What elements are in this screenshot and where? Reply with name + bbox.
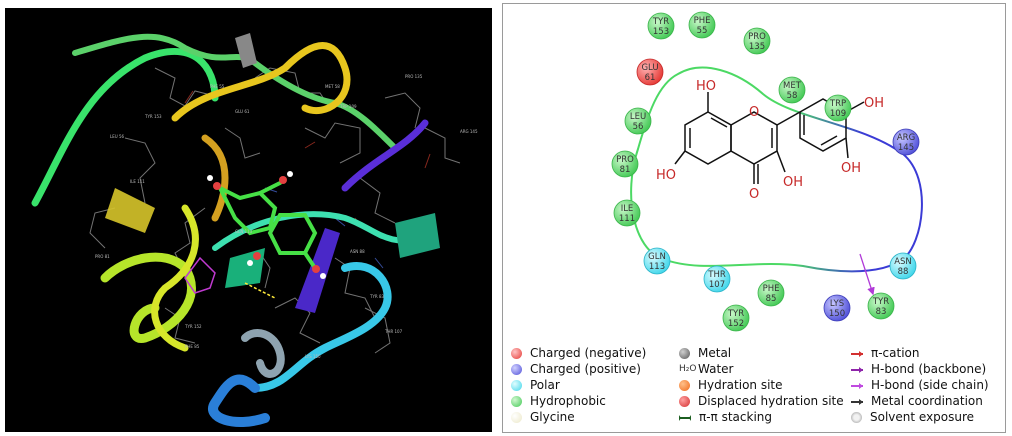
residue-phe85: [758, 280, 784, 306]
svg-text:LEU: LEU: [629, 112, 647, 122]
svg-text:135: 135: [748, 42, 766, 52]
sheet-grey: [235, 33, 257, 68]
hydration-site-icon: [679, 380, 690, 391]
atom-label-o-ring: O: [749, 105, 760, 120]
render-label: GLU 61: [235, 109, 250, 114]
legend-item-water: H₂O Water: [679, 362, 734, 376]
ribbon-grey: [245, 333, 281, 374]
residue-pro135: [744, 28, 770, 54]
residue-tyr153: [648, 13, 674, 39]
svg-text:PHE: PHE: [762, 284, 780, 294]
charged-positive-icon: [511, 364, 522, 375]
ligand-interaction-diagram: [502, 3, 1006, 433]
render-label: PHE 85: [185, 344, 200, 349]
legend: [511, 346, 1001, 430]
svg-text:LYS: LYS: [829, 299, 845, 309]
residue-met58: [779, 77, 805, 103]
protein-3d-render: [5, 8, 492, 432]
render-label: GLN 113: [235, 229, 253, 234]
legend-item-hbond-side: H-bond (side chain): [851, 378, 989, 392]
atom-label-oh-r2: OH: [841, 161, 862, 176]
svg-text:111: 111: [618, 214, 636, 224]
render-label: PRO 81: [95, 254, 110, 259]
atom-label-oh-top: HO: [696, 79, 717, 94]
svg-text:PHE: PHE: [693, 16, 711, 26]
atom-label-oh-3: OH: [783, 175, 804, 190]
svg-text:ARG: ARG: [896, 133, 916, 143]
solvent-exposure-icon: [851, 412, 862, 423]
ligand-3d: [220, 183, 315, 268]
render-label: TRP 109: [340, 104, 357, 109]
svg-text:150: 150: [828, 309, 846, 319]
svg-text:85: 85: [765, 294, 777, 304]
svg-text:153: 153: [652, 27, 670, 37]
svg-text:83: 83: [875, 307, 887, 317]
sheet-yellow: [105, 188, 155, 233]
residue-leu56: [625, 108, 651, 134]
legend-item-polar: Polar: [511, 378, 560, 392]
legend-item-hbond-backbone: H-bond (backbone): [851, 362, 986, 376]
render-label: PHE 55: [210, 84, 225, 89]
ribbon-lime: [105, 257, 191, 338]
residue-ile111: [614, 200, 640, 226]
metal-icon: [679, 348, 690, 359]
svg-text:PRO: PRO: [616, 155, 634, 165]
legend-item-pi-cation: π-cation: [851, 346, 920, 360]
legend-item-metal-coordination: Metal coordination: [851, 394, 983, 408]
svg-text:TYR: TYR: [652, 17, 670, 27]
metal-coordination-icon: [851, 396, 863, 407]
hbond-backbone-icon: [851, 364, 863, 375]
pi-cation-icon: [851, 348, 863, 359]
svg-text:GLN: GLN: [648, 252, 666, 262]
interaction-svg: [503, 4, 1006, 344]
render-label: ASN 88: [350, 249, 365, 254]
pi-pi-stacking-icon: [679, 412, 691, 423]
legend-item-glycine: Glycine: [511, 410, 575, 424]
charged-negative-icon: [511, 348, 522, 359]
atom-label-oh-r1: OH: [864, 96, 885, 111]
displaced-hydration-icon: [679, 396, 690, 407]
residue-phe55: [689, 12, 715, 38]
legend-item-hydration-site: Hydration site: [679, 378, 783, 392]
svg-text:61: 61: [644, 73, 656, 83]
residue-gln113: [644, 248, 670, 274]
polar-icon: [511, 380, 522, 391]
legend-item-displaced-hydration: Displaced hydration site: [679, 394, 844, 408]
svg-text:TYR: TYR: [727, 309, 745, 319]
render-label: TYR 83: [370, 294, 385, 299]
svg-text:113: 113: [648, 262, 666, 272]
svg-text:58: 58: [786, 91, 798, 101]
svg-text:152: 152: [727, 319, 745, 329]
ribbon-green-1: [35, 52, 215, 203]
render-label: LEU 56: [110, 134, 125, 139]
legend-item-solvent-exposure: Solvent exposure: [851, 410, 974, 424]
residue-arg145: [893, 129, 919, 155]
render-label: TYR 153: [145, 114, 162, 119]
render-label: LYS 150: [305, 354, 321, 359]
svg-text:MET: MET: [783, 81, 801, 91]
legend-item-pipi: π-π stacking: [679, 410, 772, 424]
svg-text:55: 55: [696, 26, 708, 36]
render-label: MET 58: [325, 84, 340, 89]
render-label: TYR 152: [185, 324, 202, 329]
residue-asn88: [890, 253, 916, 279]
svg-text:81: 81: [619, 165, 631, 175]
svg-text:TRP: TRP: [829, 99, 847, 109]
residue-tyr152: [723, 305, 749, 331]
hbond-side-chain-icon: [851, 380, 863, 391]
hbond-side-chain-arrow: [860, 254, 873, 294]
svg-text:ASN: ASN: [894, 257, 912, 267]
residue-tyr83: [868, 293, 894, 319]
residue-glu61: [637, 59, 663, 85]
legend-item-metal: Metal: [679, 346, 731, 360]
hydrophobic-icon: [511, 396, 522, 407]
atom-label-oh-left: HO: [656, 168, 677, 183]
svg-text:GLU: GLU: [641, 63, 659, 73]
svg-text:PRO: PRO: [748, 32, 766, 42]
svg-text:145: 145: [897, 143, 915, 153]
render-label: THR 107: [385, 329, 403, 334]
legend-item-positive: Charged (positive): [511, 362, 641, 376]
svg-text:56: 56: [632, 122, 644, 132]
svg-text:THR: THR: [708, 270, 726, 280]
legend-item-negative: Charged (negative): [511, 346, 646, 360]
svg-text:88: 88: [897, 267, 909, 277]
hbond-3d: [245, 283, 275, 298]
render-label: ARG 145: [460, 129, 478, 134]
residue-thr107: [704, 266, 730, 292]
ribbon-purple: [345, 123, 425, 188]
water-icon: H₂O: [679, 364, 697, 374]
sheet-teal: [395, 213, 440, 258]
svg-text:107: 107: [708, 280, 726, 290]
svg-text:TYR: TYR: [872, 297, 890, 307]
svg-text:109: 109: [829, 109, 847, 119]
legend-item-hydrophobic: Hydrophobic: [511, 394, 606, 408]
atom-label-o-keto: O: [749, 187, 760, 202]
residue-trp109: [825, 95, 851, 121]
render-label: ILE 111: [130, 179, 145, 184]
render-label: PRO 135: [405, 74, 423, 79]
residue-pro81: [612, 151, 638, 177]
residue-lys150: [824, 295, 850, 321]
svg-text:ILE: ILE: [620, 204, 634, 214]
glycine-icon: [511, 412, 522, 423]
protein-render-svg: [5, 8, 492, 432]
ribbon-blue: [213, 380, 265, 422]
